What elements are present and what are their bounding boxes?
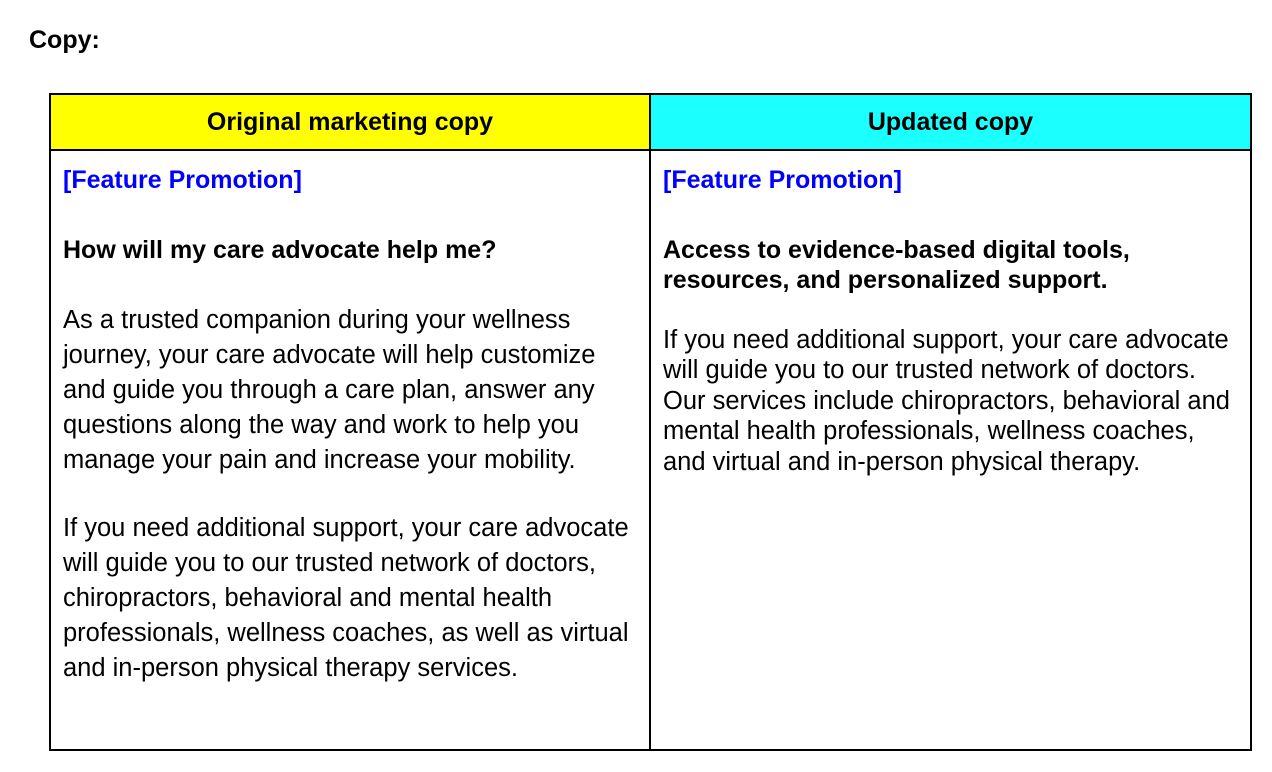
section-heading: Copy: xyxy=(29,26,100,54)
updated-feature-tag: [Feature Promotion] xyxy=(663,166,902,194)
updated-headline: Access to evidence-based digital tools, resources, and personalized support. xyxy=(663,236,1130,294)
updated-paragraph-1: If you need additional support, your care advocate will guide you to our trusted network of doctors. Our services include chiropractors, behavioral and mental health professionals, wellness coaches, and virtual and in-person physical therapy. xyxy=(663,326,1230,476)
updated-copy-header: Updated copy xyxy=(650,94,1251,150)
table-row xyxy=(50,150,1251,750)
original-paragraph-2: If you need additional support, your care advocate will guide you to our trusted network of doctors, chiropractors, behavioral and mental health professionals, wellness coaches, as well as virtual and in-person physical therapy services. xyxy=(63,514,629,682)
original-question: How will my care advocate help me? xyxy=(63,236,497,264)
original-copy-header: Original marketing copy xyxy=(50,94,650,150)
original-paragraph-1: As a trusted companion during your wellness journey, your care advocate will help customize and guide you through a care plan, answer any questions along the way and work to help you manage your pain and increase your mobility. xyxy=(63,306,596,474)
copy-comparison-table xyxy=(49,93,1252,751)
updated-copy-cell xyxy=(650,150,1251,750)
table-header-row xyxy=(50,94,1251,150)
original-feature-tag: [Feature Promotion] xyxy=(63,166,302,194)
original-copy-cell xyxy=(50,150,650,750)
